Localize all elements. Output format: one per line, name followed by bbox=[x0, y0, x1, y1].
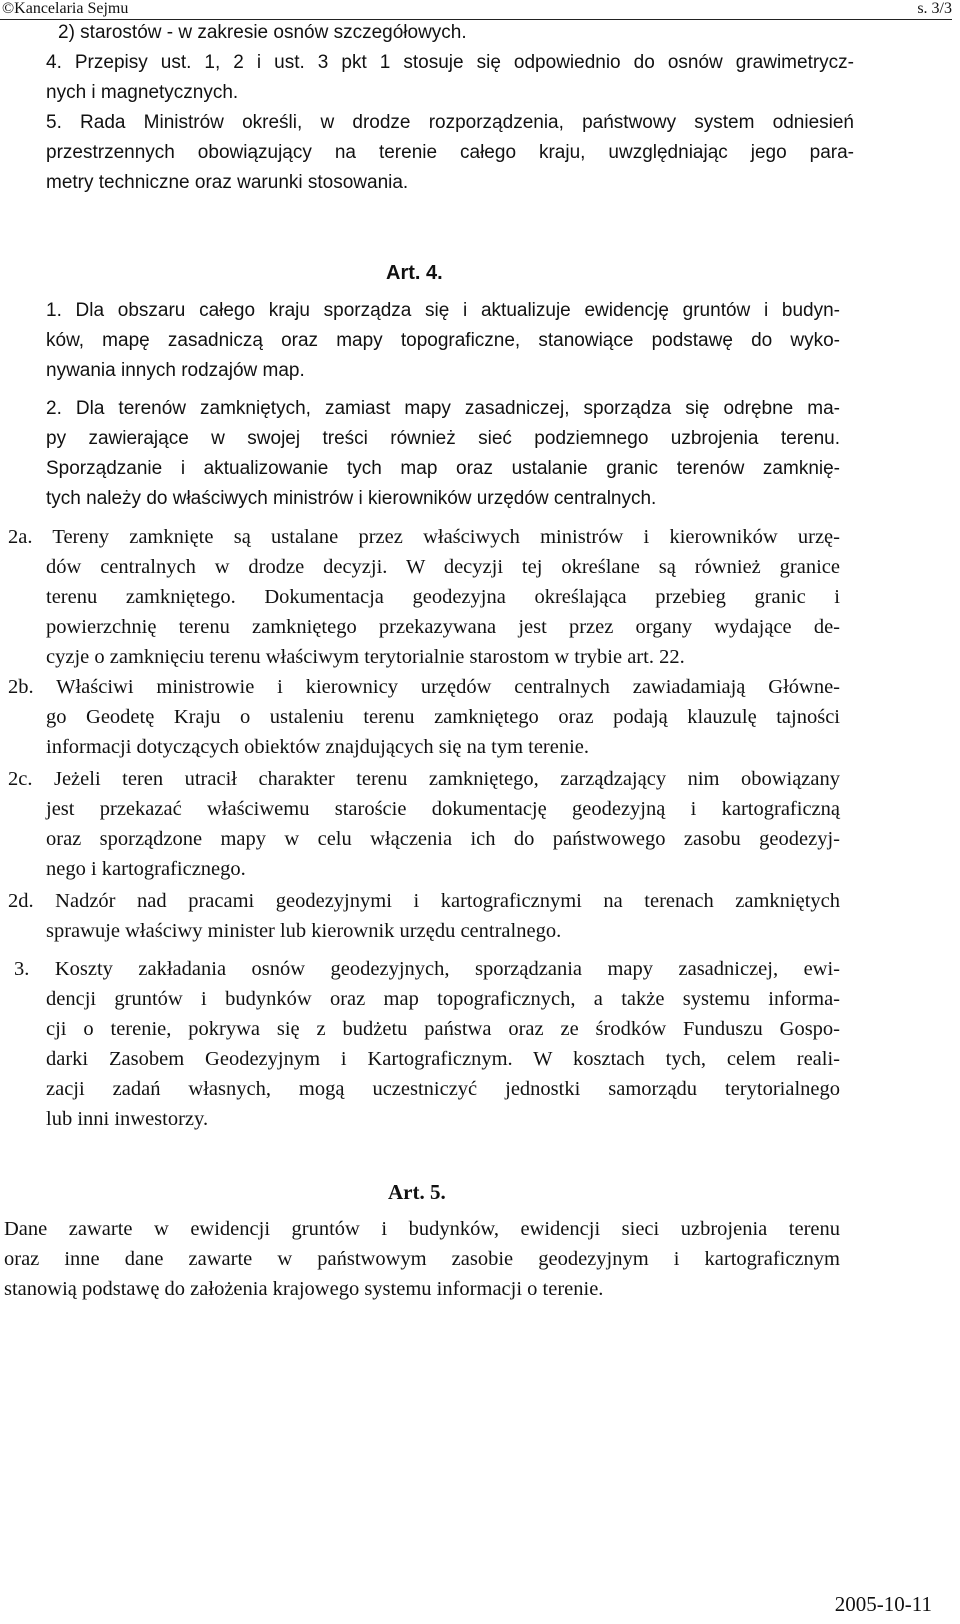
page-header bbox=[0, 0, 952, 20]
text-line: 1. Dla obszaru całego kraju sporządza się i aktualizuje ewidencję gruntów i budyn- bbox=[46, 300, 840, 321]
text-line: metry techniczne oraz warunki stosowania. bbox=[46, 172, 409, 193]
text-line: nych i magnetycznych. bbox=[46, 82, 239, 103]
text-line: 4. Przepisy ust. 1, 2 i ust. 3 pkt 1 stosuje się odpowiednio do osnów grawimetrycz- bbox=[46, 52, 854, 73]
text-line: stanowią podstawę do założenia krajowego systemu informacji o terenie. bbox=[4, 1278, 604, 1300]
art4-paragraph-1 bbox=[46, 296, 840, 386]
text-line: sprawuje właściwy minister lub kierownik urzędu centralnego. bbox=[46, 920, 562, 942]
text-line: Dane zawarte w ewidencji gruntów i budynków, ewidencji sieci uzbrojenia terenu bbox=[4, 1218, 840, 1240]
text-line: darki Zasobem Geodezyjnym i Kartograficznym. W kosztach tych, celem reali- bbox=[46, 1048, 840, 1070]
text-line: 2c. Jeżeli teren utracił charakter terenu zamkniętego, zarządzający nim obowiązany bbox=[8, 768, 840, 790]
text-line: cyzje o zamknięciu terenu właściwym terytorialnie starostom w trybie art. 22. bbox=[46, 646, 685, 668]
text-line: go Geodetę Kraju o ustaleniu terenu zamkniętego oraz podają klauzulę tajności bbox=[46, 706, 840, 728]
art4-paragraph-2a bbox=[8, 522, 840, 672]
text-line: przestrzennych obowiązujący na terenie całego kraju, uwzględniając jego para- bbox=[46, 142, 854, 163]
art4-paragraph-3 bbox=[8, 954, 840, 1134]
text-line: 2b. Właściwi ministrowie i kierownicy urzędów centralnych zawiadamiają Główne- bbox=[8, 676, 840, 698]
text-line: 2a. Tereny zamknięte są ustalane przez właściwych ministrów i kierowników urzę- bbox=[8, 526, 840, 548]
header-copyright: ©Kancelaria Sejmu bbox=[2, 0, 129, 17]
top-block bbox=[46, 18, 854, 198]
text-line: oraz sporządzone mapy w celu włączenia ich do państwowego zasobu geodezyj- bbox=[46, 828, 840, 850]
text-line: terenu zamkniętego. Dokumentacja geodezyjna określająca przebieg granic i bbox=[46, 586, 840, 608]
art5-paragraph bbox=[4, 1214, 840, 1304]
text-line: zacji zadań własnych, mogą uczestniczyć jednostki samorządu terytorialnego bbox=[46, 1078, 840, 1100]
text-line: jest przekazać właściwemu staroście dokumentację geodezyjną i kartograficzną bbox=[46, 798, 840, 820]
text-line: lub inni inwestorzy. bbox=[46, 1108, 209, 1130]
header-page-number: s. 3/3 bbox=[917, 0, 952, 17]
text-line: oraz inne dane zawarte w państwowym zasobie geodezyjnym i kartograficznym bbox=[4, 1248, 840, 1270]
text-line: 2. Dla terenów zamkniętych, zamiast mapy zasadniczej, sporządza się odrębne ma- bbox=[46, 398, 840, 419]
text-line: tych należy do właściwych ministrów i kierowników urzędów centralnych. bbox=[46, 488, 657, 509]
text-line: 5. Rada Ministrów określi, w drodze rozporządzenia, państwowy system odniesień bbox=[46, 112, 854, 133]
text-line: py zawierające w swojej treści również sieć podziemnego uzbrojenia terenu. bbox=[46, 428, 840, 449]
art4-paragraph-2c bbox=[8, 764, 840, 884]
text-line: cji o terenie, pokrywa się z budżetu państwa oraz ze środków Funduszu Gospo- bbox=[46, 1018, 840, 1040]
text-line: 2d. Nadzór nad pracami geodezyjnymi i kartograficznymi na terenach zamkniętych bbox=[8, 890, 840, 912]
art4-paragraph-2b bbox=[8, 672, 840, 762]
text-line: nywania innych rodzajów map. bbox=[46, 360, 305, 381]
article-4-heading: Art. 4. bbox=[386, 262, 443, 284]
text-line: powierzchnię terenu zamkniętego przekazywana jest przez organy wydające de- bbox=[46, 616, 840, 638]
text-line: dencji gruntów i budynków oraz map topograficznych, a także systemu informa- bbox=[46, 988, 840, 1010]
text-line: 2) starostów - w zakresie osnów szczegółowych. bbox=[58, 22, 467, 43]
footer-date: 2005-10-11 bbox=[834, 1592, 932, 1616]
text-line: informacji dotyczących obiektów znajdujących się na tym terenie. bbox=[46, 736, 590, 758]
article-5-heading: Art. 5. bbox=[388, 1180, 446, 1204]
text-line: Sporządzanie i aktualizowanie tych map oraz ustalanie granic terenów zamknię- bbox=[46, 458, 840, 479]
art4-paragraph-2d bbox=[8, 886, 840, 946]
text-line: nego i kartograficznego. bbox=[46, 858, 246, 880]
text-line: ków, mapę zasadniczą oraz mapy topograficzne, stanowiące podstawę do wyko- bbox=[46, 330, 840, 351]
art4-paragraph-2 bbox=[46, 394, 840, 514]
text-line: 3. Koszty zakładania osnów geodezyjnych, sporządzania mapy zasadniczej, ewi- bbox=[14, 958, 840, 980]
text-line: dów centralnych w drodze decyzji. W decyzji tej określane są również granice bbox=[46, 556, 840, 578]
